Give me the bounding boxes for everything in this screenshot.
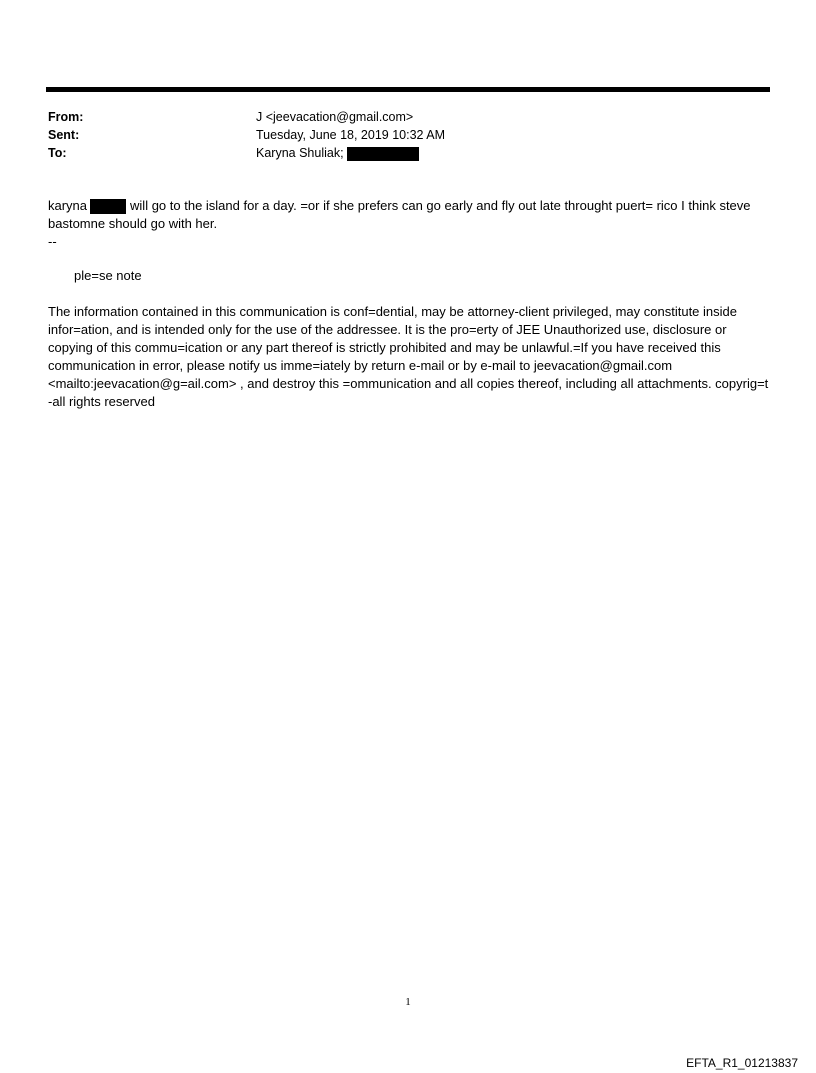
from-value: J <jeevacation@gmail.com> (256, 110, 414, 124)
message-paragraph (48, 197, 772, 233)
redaction-box (347, 147, 419, 161)
disclaimer-paragraph: The information contained in this communication is conf=dential, may be attorney-client privileged, may constitute inside infor=ation, and is intended only for the use of the addressee. It is the pro=erty of JEE Unauthorized use, disclosure or copying of this commu=ication or any part thereof is strictly prohibited and may be unlawful.=If you have received this communication in error, please notify us imme=iately by return e-mail or by e-mail to jeevacation@gmail.com <mailto:jeevacation@g=ail.com> , and destroy this =ommunication and all copies thereof, including all attachments. copyrig=t -all rights reserved (48, 304, 769, 409)
note-text: ple=se note (74, 268, 142, 283)
message-greeting: karyna (48, 198, 88, 213)
message-text: will go to the island for a day. =or if she prefers can go early and fly out late throught puert= rico I think steve bastomne should go with her. (48, 198, 751, 231)
bates-number: EFTA_R1_01213837 (686, 1056, 798, 1070)
email-header (48, 108, 768, 162)
page-number: 1 (405, 996, 411, 1008)
to-value-container (256, 144, 419, 162)
from-label: From: (48, 110, 84, 124)
to-row (48, 144, 768, 162)
to-value: Karyna Shuliak; (256, 146, 344, 160)
signature-separator: -- (48, 234, 57, 249)
header-rule (46, 87, 770, 92)
sent-value: Tuesday, June 18, 2019 10:32 AM (256, 128, 446, 142)
redaction-box (90, 199, 126, 214)
email-body (48, 197, 772, 411)
from-row (48, 108, 768, 126)
to-label: To: (48, 146, 67, 160)
sent-label: Sent: (48, 128, 80, 142)
sent-row (48, 126, 768, 144)
